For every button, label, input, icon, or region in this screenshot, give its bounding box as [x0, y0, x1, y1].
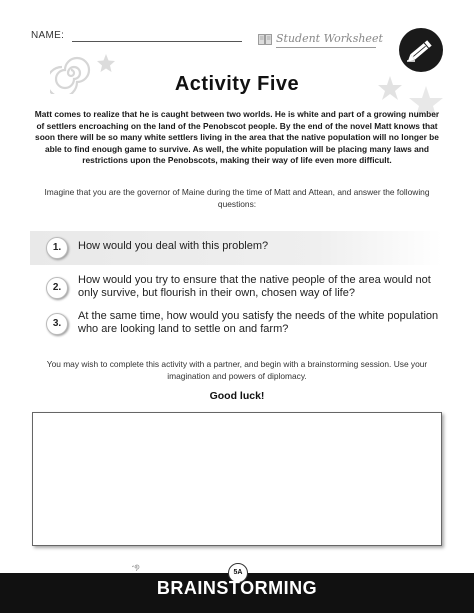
star-icon — [96, 53, 116, 73]
page-number: 5A — [228, 563, 248, 583]
answer-box[interactable] — [32, 412, 442, 546]
intro-paragraph: Matt comes to realize that he is caught between two worlds. He is white and part of a growing number of settlers encroaching on the land of the Penobscot people. By the end of the novel Matt knows that soon there will be so many white settlers living in the area that the native population will no longer be able to find enough game to survive. As well, the white population will be placing many laws and restrictions upon the Penobscots, making their way of life even more difficult. — [34, 109, 440, 165]
book-icon — [258, 34, 272, 45]
question-text: At the same time, how would you satisfy the needs of the white population who are looking land to settle on and farm? — [78, 310, 439, 335]
question-number: 3. — [46, 313, 68, 335]
name-label: NAME: — [31, 30, 65, 41]
instructions: Imagine that you are the governor of Maine during the time of Matt and Attean, and answer the following questions: — [44, 187, 430, 209]
page-title: Activity Five — [174, 73, 300, 95]
footer-title: BRAINSTORMING — [156, 578, 318, 598]
worksheet-label-underline — [276, 47, 376, 48]
swirl-mark-icon — [132, 563, 140, 571]
question-number: 2. — [46, 277, 68, 299]
pencil-badge — [399, 28, 443, 72]
name-line[interactable] — [72, 41, 242, 42]
worksheet-label: Student Worksheet — [276, 32, 383, 45]
pencil-icon — [399, 28, 443, 72]
question-text: How would you deal with this problem? — [78, 240, 269, 252]
good-luck-text: Good luck! — [209, 390, 265, 402]
closing-paragraph: You may wish to complete this activity with a partner, and begin with a brainstorming session. Use your imagination and powers of diplomacy. — [46, 359, 428, 381]
question-text: How would you try to ensure that the native people of the area would not only survive, but flourish in their own, chosen way of life? — [78, 274, 431, 299]
question-number: 1. — [46, 237, 68, 259]
